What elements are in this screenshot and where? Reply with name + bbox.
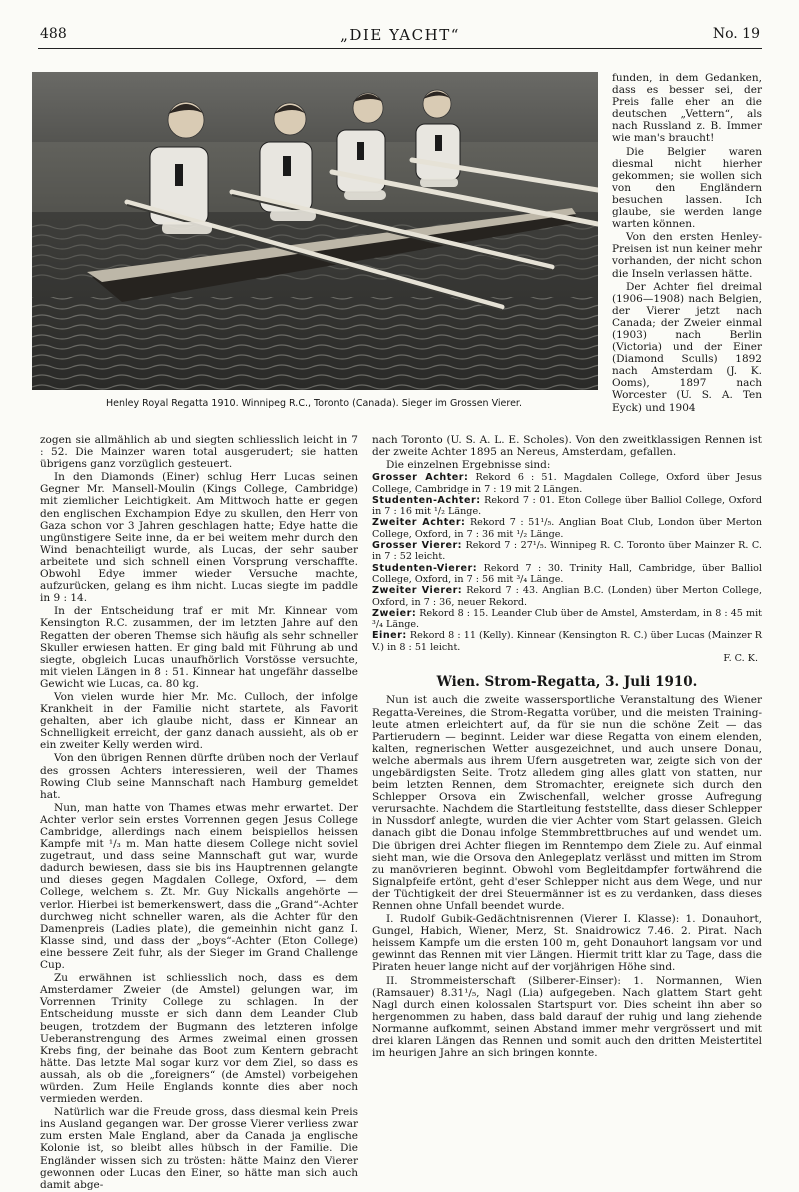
page-number: 488: [40, 26, 67, 42]
paragraph: Zu erwähnen ist schliesslich noch, dass es dem Amsterdamer Zweier (de Amstel) gelungen war, im Vorrennen Trinity College zu schlagen. In der Entscheidung musste er sich dann dem Leander Club beugen, trotzdem der Bugmann des letzteren infolge Ueberanstrengung des Armes zweimal einen grossen Krebs fing, der beinahe das Boot zum Kentern gebracht hätte. Das letzte Mal sogar kurz vor dem Ziel, so dass es aussah, als ob die „foreigners“ (de Amstel) vorbeigehen würden. Zum Heile Englands konnte dies aber noch vermieden werden.: [40, 972, 358, 1106]
result-text: Rekord 7 : 51¹/₅. Anglian Boat Club, London über Merton College, Oxford, in 7 : 36 mit ¹/₂ Länge.: [372, 517, 762, 540]
result-text: Rekord 8 : 15. Leander Club über de Amstel, Amsterdam, in 8 : 45 mit ³/₄ Länge.: [372, 607, 762, 631]
race-name: Grosser Achter:: [372, 472, 469, 484]
result-text: Rekord 7 : 01. Eton College über Balliol College, Oxford in 7 : 16 mit ¹/₂ Länge.: [372, 494, 762, 518]
paragraph: funden, in dem Gedanken, dass es besser sei, der Preis falle eher an die deutschen „Vettern“, als nach Russland z. B. Immer wie man's braucht!: [612, 72, 762, 145]
race-name: Studenten-Achter:: [372, 494, 481, 506]
paragraph: In den Diamonds (Einer) schlug Herr Lucas seinen Gegner Mr. Mansell-Moulin (Kings College, Cambridge) mit ziemlicher Leichtigkeit. Am Mittwoch hatte er gegen den englischen Exchampion Edye zu skullen, den Herr von Gaza schon vor 3 Jahren geschlagen hatte; Edye hatte die ungünstigere Seite inne, da er bei weitem mehr durch den Wind benachteiligt wurde, als Lucas, der sehr sauber arbeitete und sich schnell einen Vorsprung verschaffte. Obwohl Edye immer wieder Versuche machte, aufzurücken, gelang es ihm nicht. Lucas siegte im paddle in 9 : 14.: [40, 471, 358, 605]
result-item: [372, 540, 762, 563]
paragraph: In der Entscheidung traf er mit Mr. Kinnear vom Kensington R.C. zusammen, der im letzten Jahre auf den Regatten der oberen Themse sich häufig als sehr schneller Skuller erwiesen hatten. Er ging bald mit Führung ab und siegte, obgleich Lucas unaufhörlich Vorstösse versuchte, mit vielen Längen in 8 : 51. Kinnear hat ungefähr dasselbe Gewicht wie Lucas, ca. 80 kg.: [40, 605, 358, 690]
paragraph: zogen sie allmählich ab und siegten schliesslich leicht in 7 : 52. Die Mainzer waren total ausgerudert; sie hatten übrigens ganz vorzüglich gesteuert.: [40, 434, 358, 471]
paragraph: II. Strommeisterschaft (Silberer-Einser): 1. Normannen, Wien (Ramsauer) 8.31¹/₅, Nagl (Lia) aufgegeben. Nach glattem Start geht Nagl durch einen kolossalen Startspurt vor. Dies scheint ihn aber so hergenommen zu haben, dass bald darauf der ruhig und lang ziehende Normanne aufkommt, seinen Abstand immer mehr vergrössert und mit drei klaren Längen das Rennen und somit auch den dritten Meistertitel im heurigen Jahre an sich bringen konnte.: [372, 974, 762, 1060]
result-item: [372, 472, 762, 495]
result-text: Rekord 8 : 11 (Kelly). Kinnear (Kensington R. C.) über Lucas (Mainzer R V.) in 8 : 51 leicht.: [372, 630, 762, 653]
result-text: Rekord 7 : 30. Trinity Hall, Cambridge, über Balliol College, Oxford, in 7 : 56 mit ³/₄ Länge.: [372, 562, 762, 585]
paragraph: Nun, man hatte von Thames etwas mehr erwartet. Der Achter verlor sein erstes Vorrennen gegen Jesus College Cambridge, allerdings nach einem beispiellos heissen Kampfe mit ¹/₃ m. Man hatte diesem College nicht soviel zugetraut, und dass seine Mannschaft gut war, wurde dadurch bewiesen, dass sie bis ins Hauptrennen gelangte und dieses gegen Magdalen College, Oxford, — dem College, welchem s. Zt. Mr. Guy Nickalls angehörte — verlor. Hierbei ist bemerkenswert, dass die „Grand“-Achter durchweg nicht schneller waren, als die Achter für den Damenpreis (Ladies plate), die gemeinhin nicht ganz I. Klasse sind, und dass der „boys“-Achter (Eton College) eine bessere Zeit fuhr, als der Sieger im Grand Challenge Cup.: [40, 801, 358, 972]
result-item: [372, 563, 762, 586]
paragraph: Von den ersten Henley-Preisen ist nun keiner mehr vorhanden, der nicht schon die Inseln verlassen hätte.: [612, 231, 762, 280]
paragraph: Von den übrigen Rennen dürfte drüben noch der Verlauf des grossen Achters interessieren, weil der Thames Rowing Club seine Mannschaft nach Hamburg gemeldet hat.: [40, 752, 358, 801]
issue-number: No. 19: [712, 26, 760, 42]
result-item: [372, 608, 762, 631]
magazine-title: „DIE YACHT“: [340, 26, 460, 44]
race-name: Zweiter Vierer:: [372, 585, 463, 597]
race-name: Grosser Vierer:: [372, 540, 463, 552]
result-text: Rekord 7 : 27¹/₅. Winnipeg R. C. Toronto über Mainzer R. C. in 7 : 52 leicht.: [372, 540, 762, 563]
paragraph: Von vielen wurde hier Mr. Mc. Culloch, der infolge Krankheit in der Familie nicht startete, als Favorit gehalten, aber ich glaube nicht, dass er Kinnear an Schnelligkeit erreicht, der ganz danach aussieht, als ob er ein zweiter Kelly werden wird.: [40, 690, 358, 752]
result-item: [372, 495, 762, 518]
header-rule: [38, 48, 762, 49]
article-title: Wien. Strom-Regatta, 3. Juli 1910.: [436, 674, 698, 691]
paragraph: Nun ist auch die zweite wassersportliche Veranstaltung des Wiener Regatta-Vereines, die Strom-Regatta vorüber, und die meisten Training-leute atmen erleichtert auf, da für sie nun die schöne Zeit — das Partierudern — beginnt. Leider war diese Regatta von einem elenden, kalten, regnerischen Wetter ausgezeichnet, und auch unsere Donau, welche abermals aus ihrem Ufern ausgetreten war, zeigte sich von der ungebärdigsten Seite. Trotz alledem ging alles glatt von statten, nur beim letzten Rennen, dem Stromachter, ereignete sich durch den Schlepper Orsova ein Zwischenfall, welcher grosse Aufregung verursachte. Nachdem die Startleitung feststellte, dass dieser Schlepper in Nussdorf anlegte, wurden die vier Achter vom Start gelassen. Gleich danach gibt die Donau infolge Stemmbrettbruches auf und wendet um. Die übrigen drei Achter fliegen im Renntempo dem Ziele zu. Auf einmal sieht man, wie die Orsova den Anlegeplatz verlässt und mitten im Strom zu manövrieren beginnt. Obwohl vom Begleitdampfer fortwährend die Signalpfeife ertönt, geht d'eser Schlepper nicht aus dem Wege, und nur der Tüchtigkeit der drei Steuermänner ist es zu verdanken, dass dieses Rennen ohne Unfall beendet wurde.: [372, 694, 762, 913]
race-name: Zweier:: [372, 607, 417, 619]
result-text: Rekord 7 : 43. Anglian B.C. (Londen) über Merton College, Oxford, in 7 : 36, neuer Rekord.: [372, 585, 762, 608]
results-heading: Die einzelnen Ergebnisse sind:: [386, 459, 551, 472]
right-column-top: [612, 72, 762, 415]
result-item: [372, 517, 762, 540]
paragraph: Der Achter fiel dreimal (1906—1908) nach Belgien, der Vierer jetzt nach Canada; der Zweier einmal (1903) nach Berlin (Victoria) und der Einer (Diamond Sculls) 1892 nach Amsterdam (J. K. Ooms), 1897 nach Worcester (U. S. A. Ten Eyck) und 1904: [612, 280, 762, 414]
author-signature: F. C. K.: [723, 653, 758, 665]
result-text: Rekord 6 : 51. Magdalen College, Oxford über Jesus College, Cambridge in 7 : 19 mit 2 Längen.: [372, 472, 762, 495]
intro-paragraph: nach Toronto (U. S. A. L. E. Scholes). Von den zweitklassigen Rennen ist der zweite Achter 1895 an Nereus, Amsterdam, gefallen.: [372, 434, 762, 459]
paragraph: Natürlich war die Freude gross, dass diesmal kein Preis ins Ausland gegangen war. Der grosse Vierer verliess zwar zum ersten Male England, aber da Canada ja englische Kolonie ist, so bleibt alles hübsch in der Familie. Die Engländer wissen sich zu trösten: hätte Mainz den Vierer gewonnen oder Lucas den Einer, so hätte man sich auch damit abge-: [40, 1106, 358, 1191]
photo-caption: Henley Royal Regatta 1910. Winnipeg R.C., Toronto (Canada). Sieger im Grossen Vierer.: [106, 398, 522, 409]
result-item: [372, 630, 762, 653]
race-name: Einer:: [372, 630, 407, 642]
result-item: [372, 585, 762, 608]
race-name: Zweiter Achter:: [372, 517, 466, 529]
left-column: [40, 434, 358, 1192]
page-header: [40, 26, 760, 46]
race-name: Studenten-Vierer:: [372, 562, 478, 574]
results-list: [372, 472, 762, 664]
paragraph: Die Belgier waren diesmal nicht hierher gekommen; sie wollen sich von den Engländern besuchen lassen. Ich glaube, sie werden lange warten können.: [612, 145, 762, 231]
paragraph: I. Rudolf Gubik-Gedächtnisrennen (Vierer I. Klasse): 1. Donauhort, Gungel, Habich, Wiener, Merz, St. Snaidrowicz 7.46. 2. Pirat. Nach heissem Kampfe um die ersten 100 m, geht Donauhort langsam vor und gewinnt das Rennen mit vier Längen. Hiermit tritt klar zu Tage, dass die Piraten heuer lange nicht auf der vorjährigen Höhe sind.: [372, 913, 762, 974]
right-column: [372, 434, 762, 1060]
rowing-photo: [32, 72, 598, 390]
